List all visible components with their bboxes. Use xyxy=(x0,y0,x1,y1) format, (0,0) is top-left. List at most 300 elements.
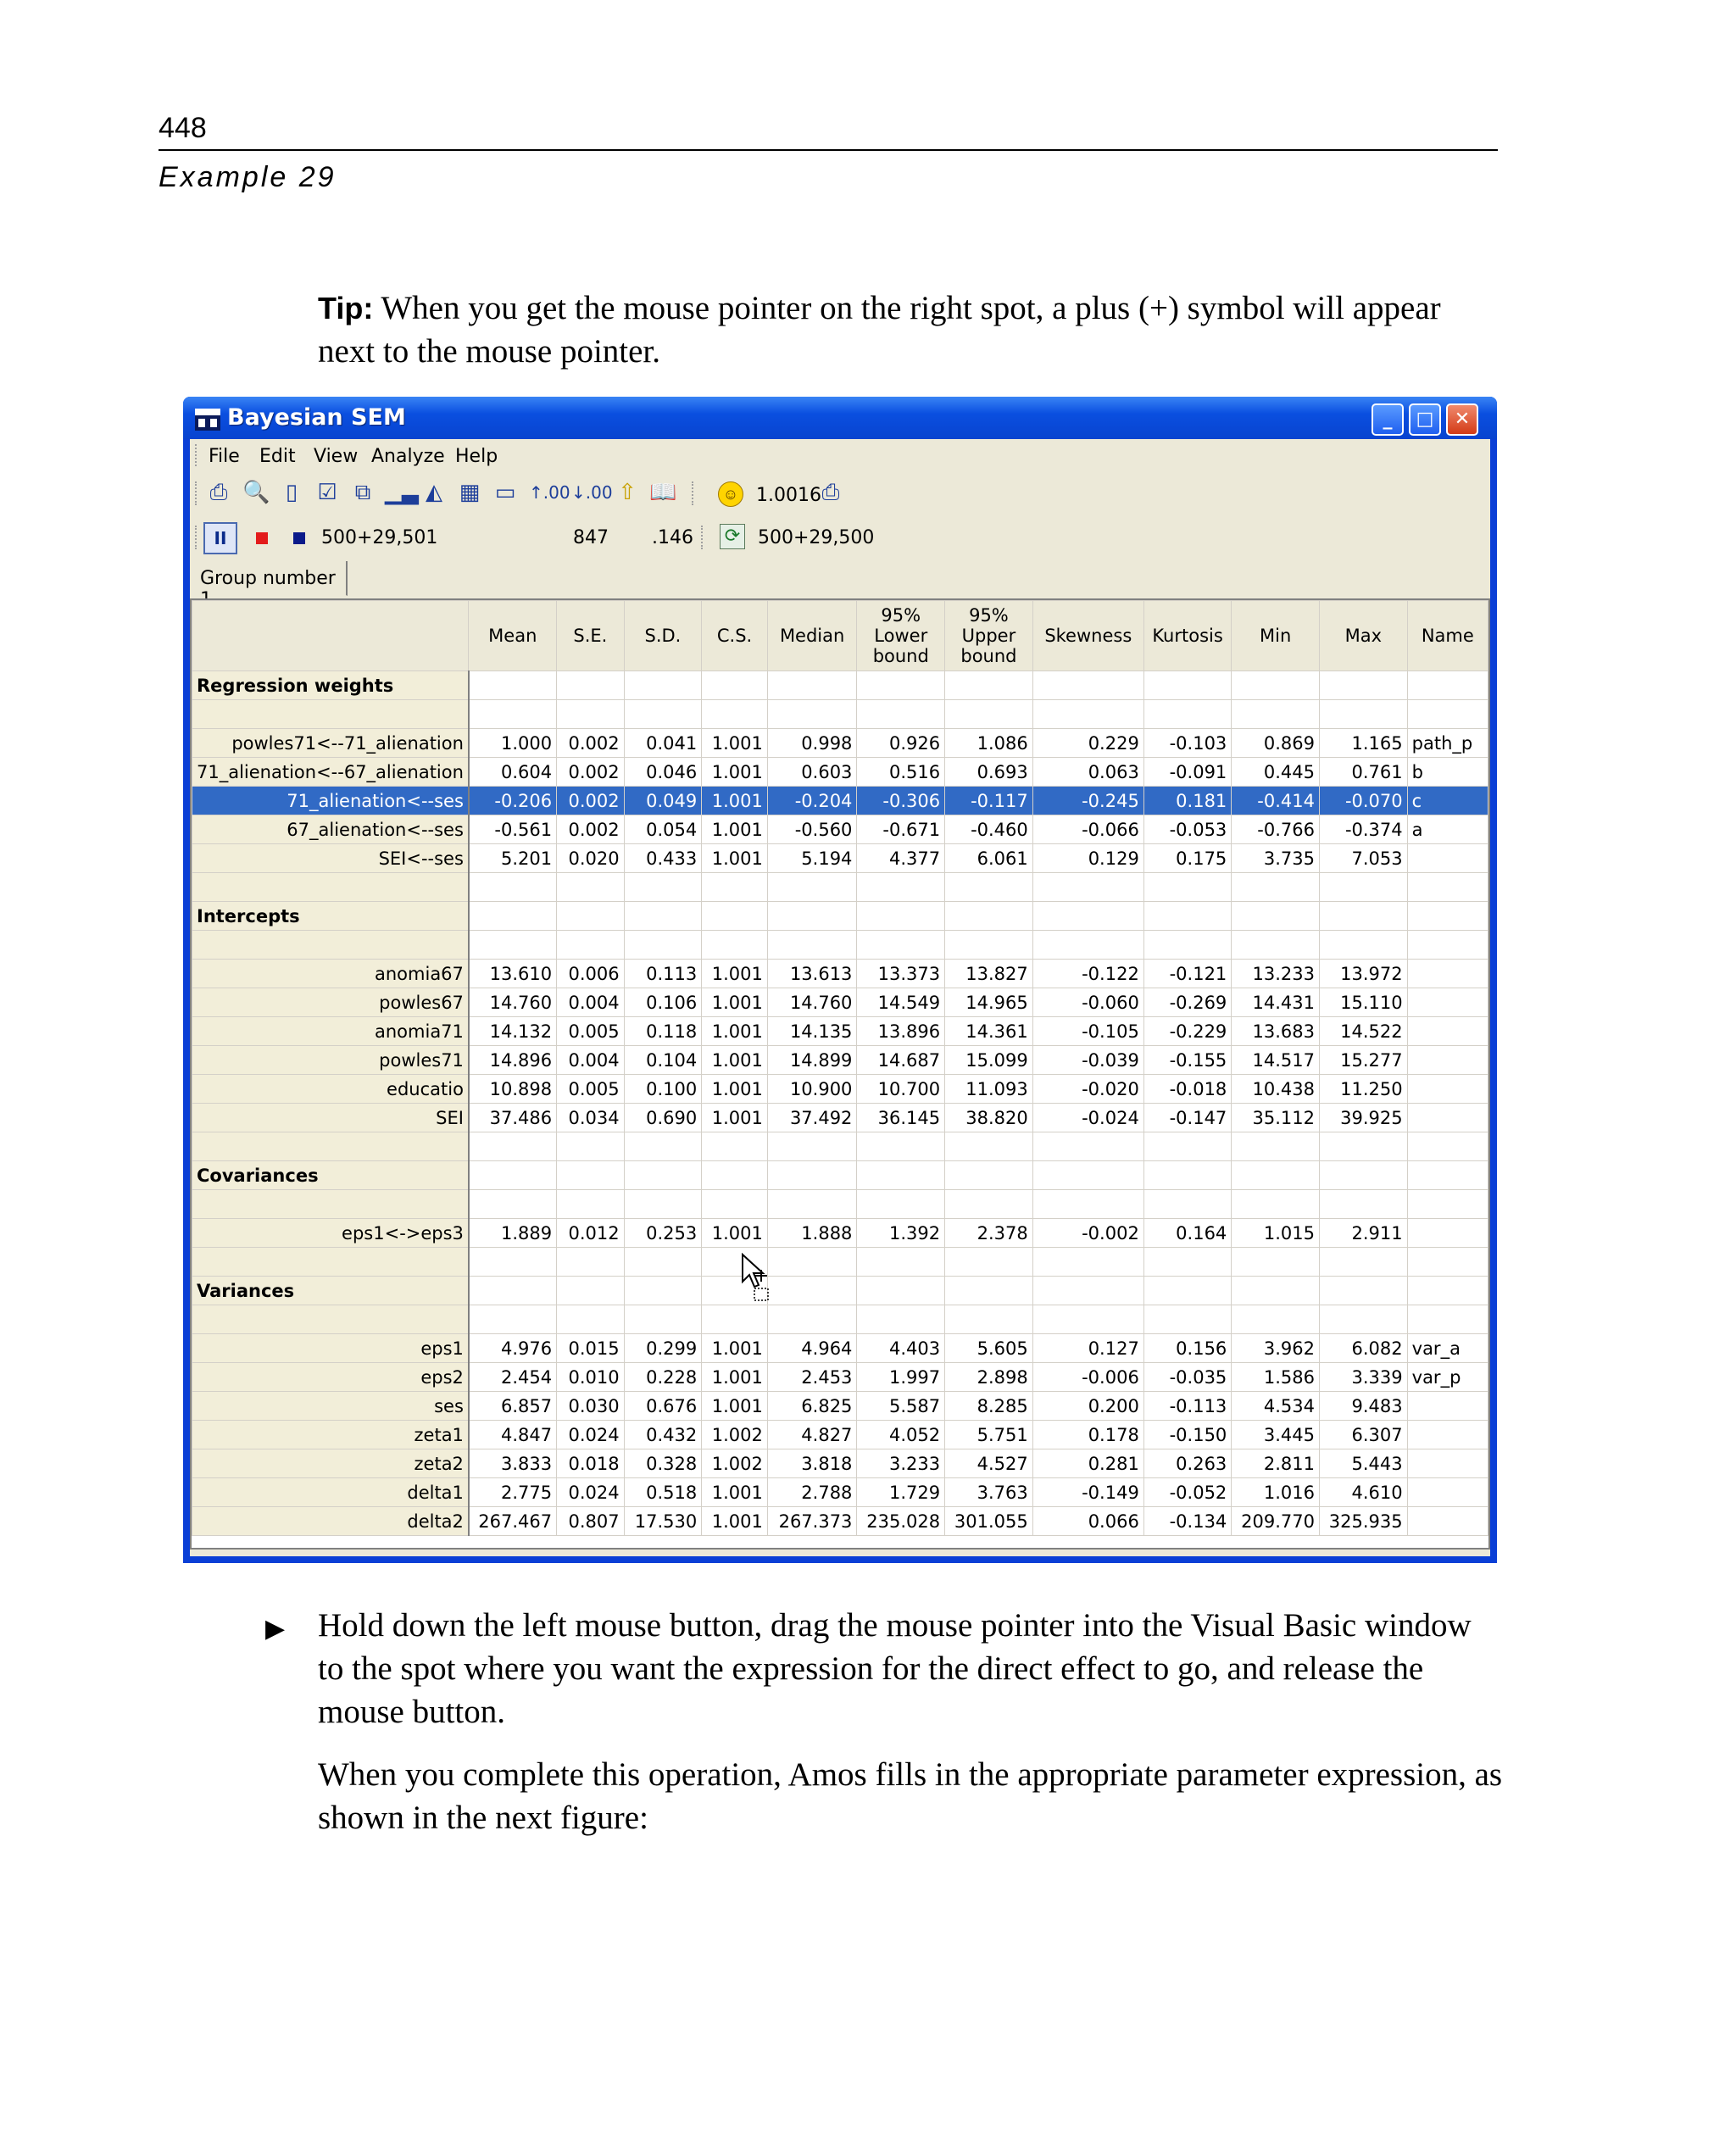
value-cell[interactable]: -0.091 xyxy=(1143,758,1231,787)
value-cell[interactable]: 1.002 xyxy=(702,1421,768,1449)
value-cell[interactable] xyxy=(624,931,702,960)
value-cell[interactable] xyxy=(557,902,625,931)
value-cell[interactable] xyxy=(702,671,768,700)
value-cell[interactable]: 0.127 xyxy=(1032,1334,1143,1363)
value-cell[interactable]: 37.492 xyxy=(767,1104,857,1132)
value-cell[interactable]: 0.299 xyxy=(624,1334,702,1363)
value-cell[interactable] xyxy=(767,1190,857,1219)
table-row[interactable] xyxy=(192,844,1488,873)
value-cell[interactable]: -0.039 xyxy=(1032,1046,1143,1075)
value-cell[interactable]: 0.445 xyxy=(1232,758,1320,787)
value-cell[interactable]: 1.001 xyxy=(702,960,768,988)
parameter-name-cell[interactable] xyxy=(1407,1248,1488,1277)
menu-view[interactable]: View xyxy=(314,446,359,467)
value-cell[interactable] xyxy=(469,1248,557,1277)
value-cell[interactable]: 1.001 xyxy=(702,1334,768,1363)
value-cell[interactable]: 14.760 xyxy=(767,988,857,1017)
table-row[interactable] xyxy=(192,1017,1488,1046)
value-cell[interactable] xyxy=(1232,873,1320,902)
print-preview-icon[interactable]: 🔍 xyxy=(242,480,270,505)
value-cell[interactable]: 0.926 xyxy=(857,729,945,758)
value-cell[interactable]: 3.735 xyxy=(1232,844,1320,873)
value-cell[interactable]: 15.099 xyxy=(945,1046,1033,1075)
value-cell[interactable]: -0.374 xyxy=(1319,815,1407,844)
parameter-name-cell[interactable] xyxy=(1407,844,1488,873)
value-cell[interactable] xyxy=(1232,931,1320,960)
value-cell[interactable]: 1.392 xyxy=(857,1219,945,1248)
value-cell[interactable] xyxy=(1143,1277,1231,1305)
value-cell[interactable]: -0.105 xyxy=(1032,1017,1143,1046)
value-cell[interactable]: 0.010 xyxy=(557,1363,625,1392)
value-cell[interactable] xyxy=(1232,902,1320,931)
parameter-name-cell[interactable] xyxy=(1407,1161,1488,1190)
value-cell[interactable] xyxy=(1143,931,1231,960)
parameter-name-cell[interactable] xyxy=(1407,1392,1488,1421)
value-cell[interactable]: 0.676 xyxy=(624,1392,702,1421)
table-row[interactable] xyxy=(192,1334,1488,1363)
value-cell[interactable] xyxy=(1319,1190,1407,1219)
value-cell[interactable]: 0.018 xyxy=(557,1449,625,1478)
value-cell[interactable] xyxy=(945,931,1033,960)
value-cell[interactable] xyxy=(767,1305,857,1334)
value-cell[interactable] xyxy=(1143,1132,1231,1161)
value-cell[interactable]: 15.110 xyxy=(1319,988,1407,1017)
table-row[interactable] xyxy=(192,1046,1488,1075)
value-cell[interactable] xyxy=(945,1305,1033,1334)
value-cell[interactable]: -0.155 xyxy=(1143,1046,1231,1075)
value-cell[interactable] xyxy=(557,1277,625,1305)
value-cell[interactable] xyxy=(1319,873,1407,902)
value-cell[interactable]: 5.201 xyxy=(469,844,557,873)
value-cell[interactable]: -0.018 xyxy=(1143,1075,1231,1104)
value-cell[interactable] xyxy=(624,1305,702,1334)
value-cell[interactable]: 0.328 xyxy=(624,1449,702,1478)
value-cell[interactable]: 0.175 xyxy=(1143,844,1231,873)
value-cell[interactable] xyxy=(557,931,625,960)
column-header[interactable]: S.E. xyxy=(557,601,625,671)
value-cell[interactable]: 0.181 xyxy=(1143,787,1231,815)
value-cell[interactable]: 36.145 xyxy=(857,1104,945,1132)
value-cell[interactable]: 14.899 xyxy=(767,1046,857,1075)
value-cell[interactable]: 0.807 xyxy=(557,1507,625,1536)
value-cell[interactable]: 15.277 xyxy=(1319,1046,1407,1075)
table-row[interactable] xyxy=(192,1363,1488,1392)
value-cell[interactable] xyxy=(557,1305,625,1334)
value-cell[interactable] xyxy=(1032,931,1143,960)
value-cell[interactable]: 14.517 xyxy=(1232,1046,1320,1075)
value-cell[interactable]: 2.775 xyxy=(469,1478,557,1507)
value-cell[interactable] xyxy=(1143,902,1231,931)
column-header[interactable]: Skewness xyxy=(1032,601,1143,671)
value-cell[interactable]: 1.086 xyxy=(945,729,1033,758)
value-cell[interactable]: 5.194 xyxy=(767,844,857,873)
value-cell[interactable] xyxy=(1319,931,1407,960)
value-cell[interactable]: 0.156 xyxy=(1143,1334,1231,1363)
parameter-name-cell[interactable] xyxy=(1407,1017,1488,1046)
value-cell[interactable]: 1.001 xyxy=(702,844,768,873)
value-cell[interactable]: -0.561 xyxy=(469,815,557,844)
value-cell[interactable]: 1.889 xyxy=(469,1219,557,1248)
value-cell[interactable]: 267.467 xyxy=(469,1507,557,1536)
value-cell[interactable] xyxy=(1032,1277,1143,1305)
value-cell[interactable] xyxy=(1319,1277,1407,1305)
value-cell[interactable] xyxy=(1032,902,1143,931)
parameter-name-cell[interactable] xyxy=(1407,671,1488,700)
value-cell[interactable]: -0.306 xyxy=(857,787,945,815)
value-cell[interactable]: 0.129 xyxy=(1032,844,1143,873)
value-cell[interactable] xyxy=(624,1132,702,1161)
value-cell[interactable] xyxy=(767,902,857,931)
column-header[interactable]: Kurtosis xyxy=(1143,601,1231,671)
value-cell[interactable]: 0.253 xyxy=(624,1219,702,1248)
value-cell[interactable]: 5.605 xyxy=(945,1334,1033,1363)
value-cell[interactable]: 3.833 xyxy=(469,1449,557,1478)
value-cell[interactable]: 13.972 xyxy=(1319,960,1407,988)
value-cell[interactable]: -0.245 xyxy=(1032,787,1143,815)
value-cell[interactable]: 1.001 xyxy=(702,729,768,758)
view-icon[interactable]: ▭ xyxy=(494,480,516,505)
value-cell[interactable]: 0.178 xyxy=(1032,1421,1143,1449)
decrease-decimals-icon[interactable]: ↓.00 xyxy=(571,482,613,503)
value-cell[interactable]: -0.560 xyxy=(767,815,857,844)
value-cell[interactable]: 5.587 xyxy=(857,1392,945,1421)
value-cell[interactable]: 4.403 xyxy=(857,1334,945,1363)
close-button[interactable]: ✕ xyxy=(1446,403,1478,436)
table-row[interactable] xyxy=(192,1449,1488,1478)
parameter-name-cell[interactable] xyxy=(1407,1305,1488,1334)
table-row[interactable] xyxy=(192,815,1488,844)
column-header[interactable]: Median xyxy=(767,601,857,671)
minimize-button[interactable]: _ xyxy=(1372,403,1404,436)
value-cell[interactable]: 10.700 xyxy=(857,1075,945,1104)
value-cell[interactable]: 7.053 xyxy=(1319,844,1407,873)
parameter-name-cell[interactable]: var_a xyxy=(1407,1334,1488,1363)
value-cell[interactable]: 209.770 xyxy=(1232,1507,1320,1536)
value-cell[interactable]: -0.121 xyxy=(1143,960,1231,988)
value-cell[interactable]: -0.113 xyxy=(1143,1392,1231,1421)
table-icon[interactable]: ▦ xyxy=(459,480,481,505)
copy-icon[interactable]: ⧉ xyxy=(354,480,371,505)
value-cell[interactable] xyxy=(767,1161,857,1190)
value-cell[interactable]: 1.000 xyxy=(469,729,557,758)
value-cell[interactable]: 2.378 xyxy=(945,1219,1033,1248)
value-cell[interactable]: -0.006 xyxy=(1032,1363,1143,1392)
value-cell[interactable]: 38.820 xyxy=(945,1104,1033,1132)
value-cell[interactable]: -0.052 xyxy=(1143,1478,1231,1507)
value-cell[interactable]: 10.898 xyxy=(469,1075,557,1104)
value-cell[interactable]: 0.046 xyxy=(624,758,702,787)
value-cell[interactable]: 4.610 xyxy=(1319,1478,1407,1507)
value-cell[interactable]: -0.035 xyxy=(1143,1363,1231,1392)
value-cell[interactable]: 2.898 xyxy=(945,1363,1033,1392)
table-row[interactable] xyxy=(192,1478,1488,1507)
value-cell[interactable] xyxy=(857,1132,945,1161)
value-cell[interactable]: 0.693 xyxy=(945,758,1033,787)
value-cell[interactable]: 17.530 xyxy=(624,1507,702,1536)
value-cell[interactable]: 4.052 xyxy=(857,1421,945,1449)
parameter-name-cell[interactable] xyxy=(1407,1421,1488,1449)
menu-help[interactable]: Help xyxy=(455,446,498,467)
column-header[interactable]: 95% Upper bound xyxy=(945,601,1033,671)
value-cell[interactable] xyxy=(945,873,1033,902)
value-cell[interactable] xyxy=(702,1161,768,1190)
value-cell[interactable]: 11.250 xyxy=(1319,1075,1407,1104)
value-cell[interactable]: 1.001 xyxy=(702,758,768,787)
value-cell[interactable]: 1.001 xyxy=(702,1075,768,1104)
value-cell[interactable]: 1.015 xyxy=(1232,1219,1320,1248)
group-tab[interactable] xyxy=(193,561,348,596)
value-cell[interactable]: 5.443 xyxy=(1319,1449,1407,1478)
parameter-name-cell[interactable] xyxy=(1407,1219,1488,1248)
value-cell[interactable] xyxy=(1232,1248,1320,1277)
value-cell[interactable] xyxy=(469,873,557,902)
value-cell[interactable] xyxy=(1232,1161,1320,1190)
value-cell[interactable] xyxy=(857,902,945,931)
value-cell[interactable] xyxy=(469,1161,557,1190)
value-cell[interactable] xyxy=(945,700,1033,729)
value-cell[interactable]: 0.006 xyxy=(557,960,625,988)
value-cell[interactable]: 0.263 xyxy=(1143,1449,1231,1478)
menu-file[interactable]: File xyxy=(209,446,240,467)
value-cell[interactable] xyxy=(1032,671,1143,700)
value-cell[interactable]: 235.028 xyxy=(857,1507,945,1536)
value-cell[interactable]: 0.433 xyxy=(624,844,702,873)
value-cell[interactable]: 3.763 xyxy=(945,1478,1033,1507)
value-cell[interactable]: 0.100 xyxy=(624,1075,702,1104)
value-cell[interactable]: 1.001 xyxy=(702,787,768,815)
value-cell[interactable] xyxy=(1032,1161,1143,1190)
value-cell[interactable] xyxy=(1143,873,1231,902)
value-cell[interactable] xyxy=(1319,1132,1407,1161)
value-cell[interactable]: 39.925 xyxy=(1319,1104,1407,1132)
value-cell[interactable]: 1.997 xyxy=(857,1363,945,1392)
column-header[interactable]: Min xyxy=(1232,601,1320,671)
parameter-name-cell[interactable] xyxy=(1407,1104,1488,1132)
value-cell[interactable] xyxy=(857,700,945,729)
value-cell[interactable] xyxy=(1232,1277,1320,1305)
value-cell[interactable] xyxy=(1143,700,1231,729)
value-cell[interactable]: -0.053 xyxy=(1143,815,1231,844)
value-cell[interactable]: 14.687 xyxy=(857,1046,945,1075)
value-cell[interactable]: 0.015 xyxy=(557,1334,625,1363)
value-cell[interactable]: 3.962 xyxy=(1232,1334,1320,1363)
value-cell[interactable] xyxy=(1232,671,1320,700)
value-cell[interactable] xyxy=(1143,1161,1231,1190)
value-cell[interactable] xyxy=(702,1190,768,1219)
options-icon[interactable]: ☑ xyxy=(317,480,337,505)
value-cell[interactable] xyxy=(702,1132,768,1161)
value-cell[interactable] xyxy=(1232,1132,1320,1161)
value-cell[interactable]: 0.054 xyxy=(624,815,702,844)
value-cell[interactable]: 13.373 xyxy=(857,960,945,988)
value-cell[interactable] xyxy=(624,1248,702,1277)
value-cell[interactable]: 2.454 xyxy=(469,1363,557,1392)
value-cell[interactable]: -0.134 xyxy=(1143,1507,1231,1536)
value-cell[interactable] xyxy=(857,873,945,902)
value-cell[interactable]: 0.034 xyxy=(557,1104,625,1132)
value-cell[interactable] xyxy=(469,1190,557,1219)
value-cell[interactable] xyxy=(1032,1132,1143,1161)
value-cell[interactable]: 1.001 xyxy=(702,1363,768,1392)
value-cell[interactable]: 0.002 xyxy=(557,729,625,758)
value-cell[interactable] xyxy=(1032,700,1143,729)
parameter-name-cell[interactable] xyxy=(1407,1132,1488,1161)
table-row[interactable] xyxy=(192,1392,1488,1421)
value-cell[interactable]: 13.827 xyxy=(945,960,1033,988)
value-cell[interactable] xyxy=(945,1248,1033,1277)
value-cell[interactable]: 3.339 xyxy=(1319,1363,1407,1392)
value-cell[interactable]: 0.063 xyxy=(1032,758,1143,787)
value-cell[interactable] xyxy=(557,671,625,700)
value-cell[interactable]: -0.149 xyxy=(1032,1478,1143,1507)
autocorrelation-icon[interactable]: ◭ xyxy=(426,480,442,505)
value-cell[interactable]: 13.233 xyxy=(1232,960,1320,988)
value-cell[interactable]: 1.001 xyxy=(702,1017,768,1046)
value-cell[interactable] xyxy=(1143,1248,1231,1277)
value-cell[interactable]: 1.001 xyxy=(702,1104,768,1132)
parameter-name-cell[interactable]: b xyxy=(1407,758,1488,787)
stop-red-icon[interactable] xyxy=(256,532,268,544)
value-cell[interactable] xyxy=(945,1132,1033,1161)
value-cell[interactable] xyxy=(1143,1305,1231,1334)
refresh-icon[interactable]: ⟳ xyxy=(720,524,745,549)
value-cell[interactable]: 1.001 xyxy=(702,988,768,1017)
value-cell[interactable]: 6.061 xyxy=(945,844,1033,873)
parameter-name-cell[interactable] xyxy=(1407,700,1488,729)
value-cell[interactable] xyxy=(557,1161,625,1190)
value-cell[interactable]: 0.690 xyxy=(624,1104,702,1132)
value-cell[interactable] xyxy=(469,671,557,700)
value-cell[interactable]: 14.522 xyxy=(1319,1017,1407,1046)
value-cell[interactable]: 0.281 xyxy=(1032,1449,1143,1478)
value-cell[interactable]: -0.070 xyxy=(1319,787,1407,815)
value-cell[interactable] xyxy=(1319,1248,1407,1277)
value-cell[interactable] xyxy=(624,1277,702,1305)
value-cell[interactable]: 0.002 xyxy=(557,758,625,787)
value-cell[interactable]: 0.004 xyxy=(557,988,625,1017)
value-cell[interactable]: 6.307 xyxy=(1319,1421,1407,1449)
value-cell[interactable]: 1.016 xyxy=(1232,1478,1320,1507)
value-cell[interactable]: -0.229 xyxy=(1143,1017,1231,1046)
table-row[interactable] xyxy=(192,1075,1488,1104)
value-cell[interactable]: 13.683 xyxy=(1232,1017,1320,1046)
value-cell[interactable] xyxy=(945,671,1033,700)
value-cell[interactable] xyxy=(945,1277,1033,1305)
value-cell[interactable]: 4.534 xyxy=(1232,1392,1320,1421)
value-cell[interactable]: 13.896 xyxy=(857,1017,945,1046)
value-cell[interactable] xyxy=(557,1248,625,1277)
value-cell[interactable] xyxy=(624,671,702,700)
value-cell[interactable] xyxy=(1319,700,1407,729)
value-cell[interactable] xyxy=(857,1190,945,1219)
value-cell[interactable] xyxy=(702,902,768,931)
value-cell[interactable]: 0.603 xyxy=(767,758,857,787)
value-cell[interactable]: 1.002 xyxy=(702,1449,768,1478)
value-cell[interactable]: 0.012 xyxy=(557,1219,625,1248)
value-cell[interactable]: 0.229 xyxy=(1032,729,1143,758)
value-cell[interactable]: 1.001 xyxy=(702,1219,768,1248)
value-cell[interactable]: 1.001 xyxy=(702,815,768,844)
value-cell[interactable]: 1.001 xyxy=(702,1478,768,1507)
value-cell[interactable]: 11.093 xyxy=(945,1075,1033,1104)
value-cell[interactable]: 4.964 xyxy=(767,1334,857,1363)
parameter-name-cell[interactable] xyxy=(1407,1507,1488,1536)
value-cell[interactable]: 0.761 xyxy=(1319,758,1407,787)
value-cell[interactable] xyxy=(469,902,557,931)
value-cell[interactable]: -0.766 xyxy=(1232,815,1320,844)
value-cell[interactable]: 13.610 xyxy=(469,960,557,988)
value-cell[interactable]: 0.002 xyxy=(557,787,625,815)
value-cell[interactable] xyxy=(557,700,625,729)
value-cell[interactable]: 0.004 xyxy=(557,1046,625,1075)
value-cell[interactable] xyxy=(557,1190,625,1219)
value-cell[interactable] xyxy=(767,873,857,902)
parameter-name-cell[interactable] xyxy=(1407,1046,1488,1075)
value-cell[interactable]: 325.935 xyxy=(1319,1507,1407,1536)
value-cell[interactable] xyxy=(557,1132,625,1161)
parameter-name-cell[interactable] xyxy=(1407,1449,1488,1478)
parameter-name-cell[interactable] xyxy=(1407,1075,1488,1104)
value-cell[interactable] xyxy=(1232,1190,1320,1219)
table-row[interactable] xyxy=(192,960,1488,988)
value-cell[interactable]: -0.122 xyxy=(1032,960,1143,988)
value-cell[interactable]: 0.998 xyxy=(767,729,857,758)
value-cell[interactable]: -0.060 xyxy=(1032,988,1143,1017)
pause-button[interactable]: II xyxy=(203,522,237,554)
page-setup-icon[interactable]: ▯ xyxy=(285,480,298,505)
title-bar[interactable] xyxy=(183,397,1497,439)
value-cell[interactable]: 4.377 xyxy=(857,844,945,873)
value-cell[interactable]: 14.132 xyxy=(469,1017,557,1046)
value-cell[interactable]: 0.118 xyxy=(624,1017,702,1046)
value-cell[interactable] xyxy=(469,931,557,960)
value-cell[interactable]: 14.896 xyxy=(469,1046,557,1075)
value-cell[interactable] xyxy=(1032,873,1143,902)
value-cell[interactable]: 301.055 xyxy=(945,1507,1033,1536)
value-cell[interactable] xyxy=(469,1277,557,1305)
value-cell[interactable]: -0.460 xyxy=(945,815,1033,844)
value-cell[interactable] xyxy=(469,1305,557,1334)
column-header[interactable]: Name xyxy=(1407,601,1488,671)
print-icon[interactable]: ⎙ xyxy=(209,480,228,505)
value-cell[interactable] xyxy=(767,931,857,960)
value-cell[interactable]: 0.106 xyxy=(624,988,702,1017)
value-cell[interactable] xyxy=(624,902,702,931)
parameter-name-cell[interactable] xyxy=(1407,1277,1488,1305)
value-cell[interactable] xyxy=(767,1132,857,1161)
value-cell[interactable]: 1.165 xyxy=(1319,729,1407,758)
value-cell[interactable] xyxy=(857,1305,945,1334)
value-cell[interactable] xyxy=(557,873,625,902)
value-cell[interactable]: 0.228 xyxy=(624,1363,702,1392)
value-cell[interactable]: 13.613 xyxy=(767,960,857,988)
parameter-name-cell[interactable] xyxy=(1407,1478,1488,1507)
value-cell[interactable]: -0.414 xyxy=(1232,787,1320,815)
value-cell[interactable] xyxy=(469,700,557,729)
value-cell[interactable]: 35.112 xyxy=(1232,1104,1320,1132)
value-cell[interactable]: 0.518 xyxy=(624,1478,702,1507)
value-cell[interactable]: -0.117 xyxy=(945,787,1033,815)
value-cell[interactable]: 1.729 xyxy=(857,1478,945,1507)
parameter-name-cell[interactable] xyxy=(1407,988,1488,1017)
value-cell[interactable] xyxy=(1319,1305,1407,1334)
value-cell[interactable] xyxy=(945,1161,1033,1190)
column-header[interactable]: Mean xyxy=(469,601,557,671)
parameter-name-cell[interactable] xyxy=(1407,873,1488,902)
value-cell[interactable]: 3.818 xyxy=(767,1449,857,1478)
value-cell[interactable]: 1.888 xyxy=(767,1219,857,1248)
value-cell[interactable]: 1.586 xyxy=(1232,1363,1320,1392)
